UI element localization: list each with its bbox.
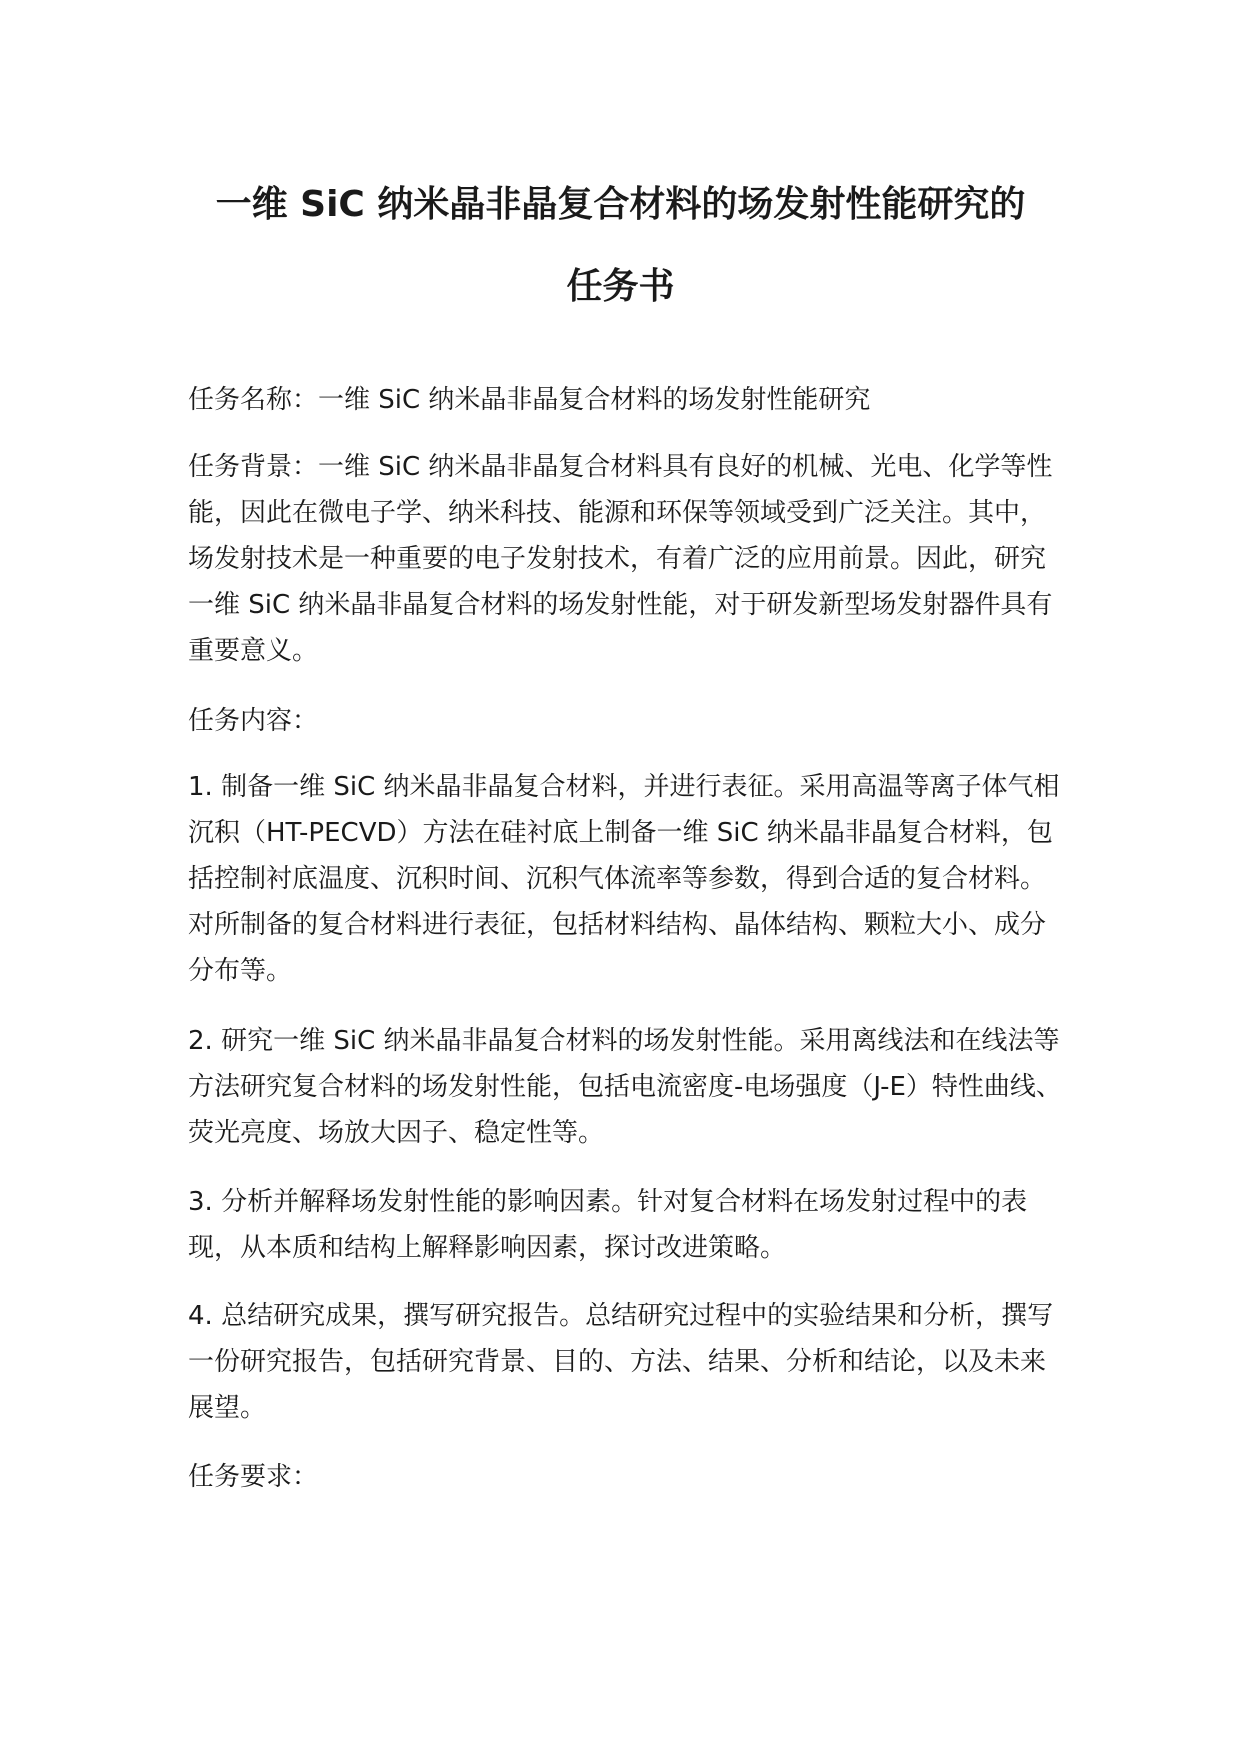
task-content-heading: 任务内容： [188, 706, 319, 736]
task-item-2: 2. 研究一维 SiC 纳米晶非晶复合材料的场发射性能。采用离线法和在线法等方法研究复合材料的场发射性能，包括电流密度-电场强度（J-E）特性曲线、荧光亮度、场放大因子、稳定性等。 [188, 1026, 1062, 1148]
task-item-1: 1. 制备一维 SiC 纳米晶非晶复合材料，并进行表征。采用高温等离子体气相沉积（HT-PECVD）方法在硅衬底上制备一维 SiC 纳米晶非晶复合材料，包括控制衬底温度、沉积时间、沉积气体流率等参数，得到合适的复合材料。对所制备的复合材料进行表征，包括材料结构、晶体结构、颗粒大小、成分分布等。 [188, 772, 1060, 986]
task-name-paragraph: 任务名称：一维 SiC 纳米晶非晶复合材料的场发射性能研究 [188, 385, 871, 415]
task-item-4: 4. 总结研究成果，撰写研究报告。总结研究过程中的实验结果和分析，撰写一份研究报告，包括研究背景、目的、方法、结果、分析和结论，以及未来展望。 [188, 1301, 1054, 1423]
task-background-paragraph: 任务背景：一维 SiC 纳米晶非晶复合材料具有良好的机械、光电、化学等性能，因此在微电子学、纳米科技、能源和环保等领域受到广泛关注。其中，场发射技术是一种重要的电子发射技术，有着广泛的应用前景。因此，研究一维 SiC 纳米晶非晶复合材料的场发射性能，对于研发新型场发射器件具有重要意义。 [188, 452, 1053, 666]
task-item-3: 3. 分析并解释场发射性能的影响因素。针对复合材料在场发射过程中的表现，从本质和结构上解释影响因素，探讨改进策略。 [188, 1187, 1028, 1263]
task-requirements-heading: 任务要求： [188, 1462, 319, 1492]
document-title-line-2: 任务书 [566, 266, 675, 307]
document-title-line-1: 一维 SiC 纳米晶非晶复合材料的场发射性能研究的 [215, 184, 1026, 225]
